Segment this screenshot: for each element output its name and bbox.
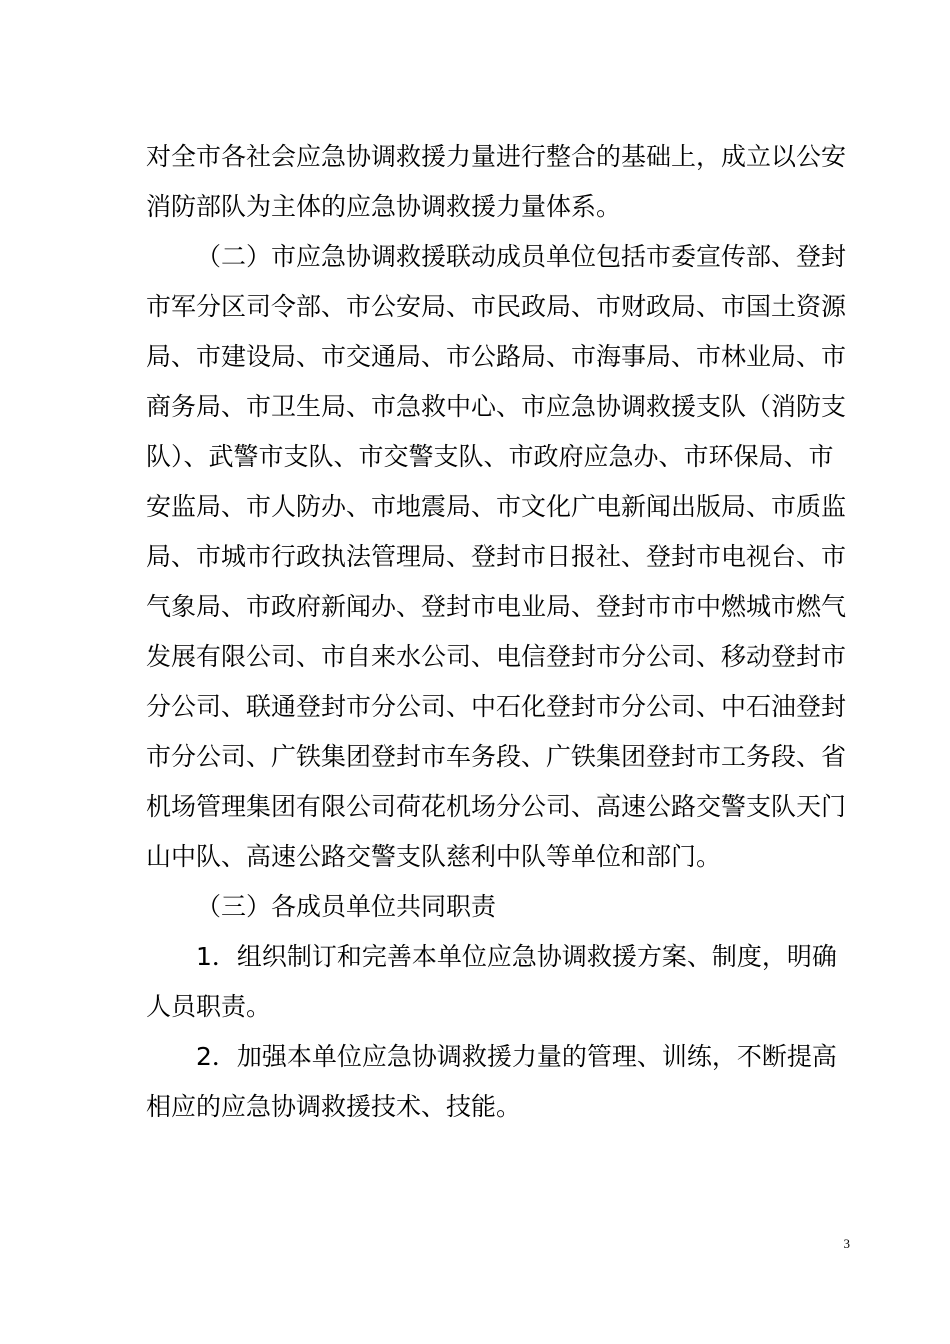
body-text-line: 商务局、市卫生局、市急救中心、市应急协调救援支队（消防支: [146, 392, 847, 421]
section-heading-2: （二）市应急协调救援联动成员单位包括市委宣传部、登封: [196, 242, 847, 271]
body-text-line: 人员职责。: [146, 992, 272, 1021]
list-item-1: 1．组织制订和完善本单位应急协调救援方案、制度，明确: [196, 942, 837, 971]
body-text-line: 对全市各社会应急协调救援力量进行整合的基础上，成立以公安: [146, 142, 847, 171]
body-text-line: 市分公司、广铁集团登封市车务段、广铁集团登封市工务段、省: [146, 742, 847, 771]
body-text-line: 山中队、高速公路交警支队慈利中队等单位和部门。: [146, 842, 722, 871]
body-text-line: 局、市城市行政执法管理局、登封市日报社、登封市电视台、市: [146, 542, 847, 571]
page-number: 3: [843, 1236, 850, 1251]
body-text-line: 机场管理集团有限公司荷花机场分公司、高速公路交警支队天门: [146, 792, 847, 821]
body-text-line: 气象局、市政府新闻办、登封市电业局、登封市市中燃城市燃气: [146, 592, 847, 621]
body-text-line: 队）、武警市支队、市交警支队、市政府应急办、市环保局、市: [146, 442, 834, 471]
body-text-line: 安监局、市人防办、市地震局、市文化广电新闻出版局、市质监: [146, 492, 847, 521]
body-text-line: 分公司、联通登封市分公司、中石化登封市分公司、中石油登封: [146, 692, 847, 721]
body-text-line: 市军分区司令部、市公安局、市民政局、市财政局、市国土资源: [146, 292, 847, 321]
body-text-line: 消防部队为主体的应急协调救援力量体系。: [146, 192, 622, 221]
body-text-line: 发展有限公司、市自来水公司、电信登封市分公司、移动登封市: [146, 642, 847, 671]
body-text-line: 相应的应急协调救援技术、技能。: [146, 1092, 522, 1121]
list-item-2: 2．加强本单位应急协调救援力量的管理、训练，不断提高: [196, 1042, 837, 1071]
section-heading-3: （三）各成员单位共同职责: [196, 892, 497, 921]
body-text-line: 局、市建设局、市交通局、市公路局、市海事局、市林业局、市: [146, 342, 847, 371]
